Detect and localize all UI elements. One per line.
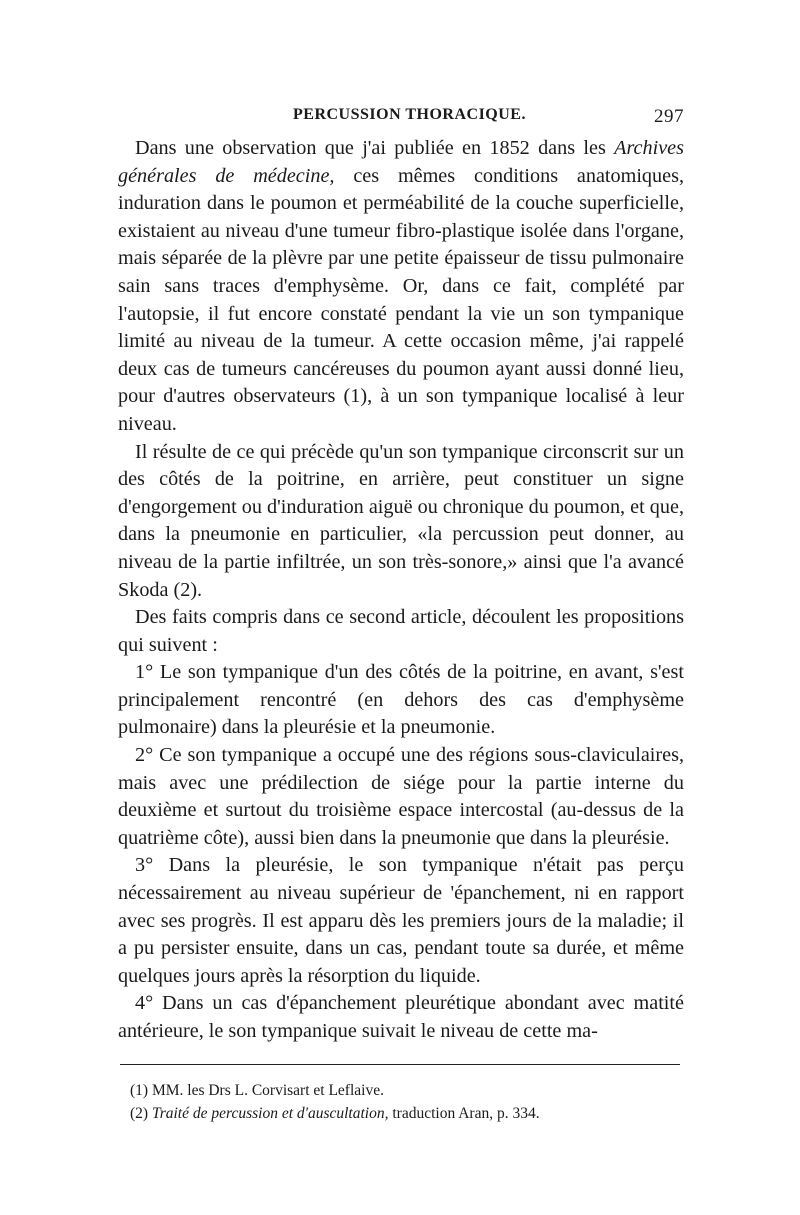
paragraph-3: Des faits compris dans ce second article, découlent les propositions qui suivent : — [118, 606, 684, 656]
paragraph-1 — [118, 135, 684, 439]
footnote-1: (1) MM. les Drs L. Corvisart et Leflaive. — [130, 1081, 384, 1099]
paragraph-1-text-end: ces mêmes conditions anatomiques, induration dans le poumon et perméabilité de la couche superficielle, existaient au niveau d'une tumeur fibro-plastique isolée dans l'organe, mais séparée de la plèvre par une petite épaisseur de tissu pulmonaire sain sans traces d'emphysème. Or, dans ce fait, complété par l'autopsie, il fut encore constaté pendant la vie un son tympanique limité au niveau de la tumeur. A cette occasion même, j'ai rappelé deux cas de tumeurs cancéreuses du poumon ayant aussi donné lieu, pour d'autres observateurs (1), à un son tympanique localisé à leur niveau. — [118, 164, 684, 435]
running-title: PERCUSSION THORACIQUE. — [293, 106, 526, 123]
running-head — [118, 102, 684, 130]
footnote-2-marker: (2) — [130, 1104, 152, 1122]
journal-title: Archives générales de médecine, — [118, 137, 684, 187]
proposition-1: 1° Le son tympanique d'un des côtés de la poitrine, en avant, s'est principalement rencontré (en dehors des cas d'emphysème pulmonaire) dans la pleurésie et la pneumonie. — [118, 661, 684, 739]
book-page — [118, 102, 684, 1125]
proposition-4: 4° Dans un cas d'épanchement pleurétique abondant avec matité antérieure, le son tympanique suivait le niveau de cette ma- — [118, 992, 684, 1042]
footnotes — [118, 1079, 684, 1125]
body-text — [118, 135, 684, 1046]
proposition-3: 3° Dans la pleurésie, le son tympanique n'était pas perçu nécessairement au niveau supérieur de 'épanchement, ni en rapport avec ses progrès. Il est apparu dès les premiers jours de la maladie; il a pu persister ensuite, dans un cas, pendant toute sa durée, et même quelques jours après la résorption du liquide. — [118, 854, 684, 987]
proposition-2: 2° Ce son tympanique a occupé une des régions sous-claviculaires, mais avec une prédilection de siége pour la partie interne du deuxième et surtout du troisième espace intercostal (au-dessus de la quatrième côte), aussi bien dans la pneumonie que dans la pleurésie. — [118, 744, 684, 849]
paragraph-1-text-start: Dans une observation que j'ai publiée en 1852 dans les — [135, 137, 615, 159]
cited-book-title: Traité de percussion et d'auscultation, — [151, 1104, 389, 1122]
footnote-2-text-end: traduction Aran, p. 334. — [388, 1104, 540, 1122]
page-number: 297 — [654, 106, 684, 127]
footnote-rule — [120, 1064, 680, 1065]
footnote-2 — [118, 1102, 684, 1125]
paragraph-2: Il résulte de ce qui précède qu'un son tympanique circonscrit sur un des côtés de la poitrine, en arrière, peut constituer un signe d'engorgement ou d'induration aiguë ou chronique du poumon, et que, dans la pneumonie en particulier, «la percussion peut donner, au niveau de la partie infiltrée, un son très-sonore,» ainsi que l'a avancé Skoda (2). — [118, 440, 684, 601]
